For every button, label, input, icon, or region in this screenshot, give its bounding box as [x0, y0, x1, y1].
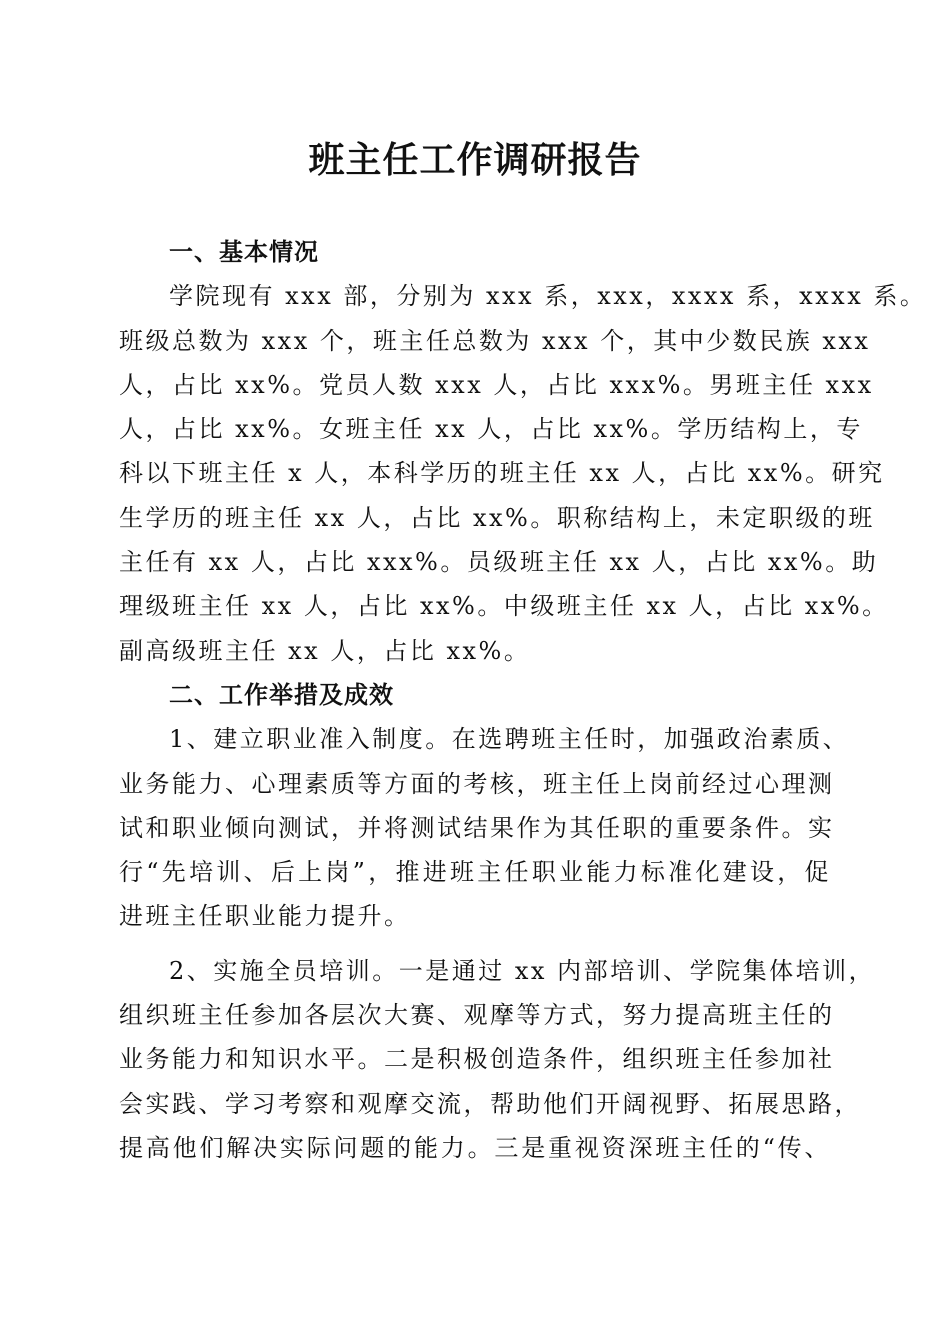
text-line: 1、建立职业准入制度。在选聘班主任时，加强政治素质、: [169, 725, 850, 754]
text-line: 行“先培训、后上岗”，推进班主任职业能力标准化建设，促: [119, 858, 831, 887]
text-line: 副高级班主任 xx 人，占比 xx%。: [119, 636, 531, 665]
text-line: 班级总数为 xxx 个，班主任总数为 xxx 个，其中少数民族 xxx: [119, 326, 871, 355]
paragraph-spacer: [119, 939, 831, 949]
text-line: 组织班主任参加各层次大赛、观摩等方式，努力提高班主任的: [119, 1001, 835, 1030]
text-line: 2、实施全员培训。一是通过 xx 内部培训、学院集体培训，: [169, 956, 876, 985]
text-line: 科以下班主任 x 人，本科学历的班主任 xx 人，占比 xx%。研究: [119, 459, 885, 488]
document-title: 班主任工作调研报告: [308, 139, 642, 181]
paragraph-full-staff-training: [119, 949, 876, 1170]
text-line: 人，占比 xx%。党员人数 xxx 人，占比 xxx%。男班主任 xxx: [119, 370, 874, 399]
text-line: 生学历的班主任 xx 人，占比 xx%。职称结构上，未定职级的班: [119, 503, 875, 532]
text-line: 业务能力和知识水平。二是积极创造条件，组织班主任参加社: [119, 1045, 835, 1074]
paragraph-basic-situation: [119, 274, 927, 673]
text-line: 学院现有 xxx 部，分别为 xxx 系，xxx，xxxx 系，xxxx 系。: [169, 282, 927, 311]
text-line: 业务能力、心理素质等方面的考核，班主任上岗前经过心理测: [119, 769, 835, 798]
text-line: 进班主任职业能力提升。: [119, 902, 411, 931]
text-line: 人，占比 xx%。女班主任 xx 人，占比 xx%。学历结构上，专: [119, 415, 863, 444]
text-line: 会实践、学习考察和观摩交流，帮助他们开阔视野、拓展思路，: [119, 1089, 861, 1118]
paragraph-career-entry-system: [119, 717, 850, 938]
text-line: 主任有 xx 人，占比 xxx%。员级班主任 xx 人，占比 xx%。助: [119, 548, 879, 577]
text-line: 提高他们解决实际问题的能力。三是重视资深班主任的“传、: [119, 1133, 831, 1162]
section-heading-measures-results: 二、工作举措及成效: [169, 680, 394, 709]
document-body: [119, 230, 927, 1170]
section-heading-basic-situation: 一、基本情况: [169, 238, 319, 266]
text-line: 理级班主任 xx 人，占比 xx%。中级班主任 xx 人，占比 xx%。: [119, 592, 889, 621]
text-line: 试和职业倾向测试，并将测试结果作为其任职的重要条件。实: [119, 813, 835, 842]
